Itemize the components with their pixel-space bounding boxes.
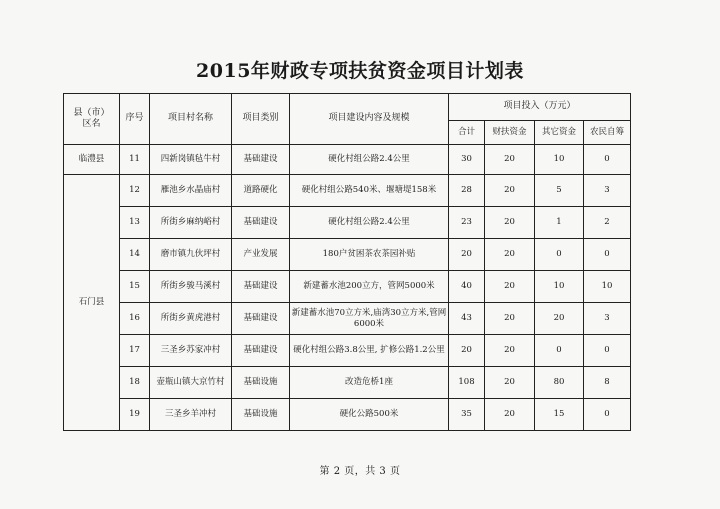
- cell-content: 硬化村组公路540米、堰塘堤158米: [290, 175, 449, 207]
- cell-category: 基础设施: [232, 399, 290, 431]
- cell-other: 0: [535, 239, 584, 271]
- cell-other: 5: [535, 175, 584, 207]
- cell-content: 硬化村组公路3.8公里, 扩修公路1.2公里: [290, 335, 449, 367]
- cell-other: 10: [535, 271, 584, 303]
- header-seq: 序号: [120, 94, 150, 145]
- cell-category: 基础设施: [232, 367, 290, 399]
- cell-fiscal: 20: [485, 175, 535, 207]
- cell-seq: 18: [120, 367, 150, 399]
- page-title: 2015年财政专项扶贫资金项目计划表: [196, 60, 524, 82]
- cell-village: 所街乡麻纳峪村: [150, 207, 232, 239]
- cell-total: 108: [449, 367, 485, 399]
- cell-total: 40: [449, 271, 485, 303]
- header-row: [64, 94, 631, 121]
- table-row: [64, 207, 631, 239]
- cell-village: 壶瓶山镇大京竹村: [150, 367, 232, 399]
- cell-village: 磨市镇九伙坪村: [150, 239, 232, 271]
- cell-other: 1: [535, 207, 584, 239]
- cell-seq: 17: [120, 335, 150, 367]
- cell-seq: 16: [120, 303, 150, 335]
- cell-content: 硬化村组公路2.4公里: [290, 207, 449, 239]
- cell-fiscal: 20: [485, 207, 535, 239]
- cell-fiscal: 20: [485, 367, 535, 399]
- cell-category: 基础建设: [232, 207, 290, 239]
- cell-farmer: 3: [584, 303, 631, 335]
- header-total: 合计: [449, 121, 485, 145]
- cell-category: 基础建设: [232, 303, 290, 335]
- cell-other: 10: [535, 145, 584, 175]
- cell-other: 15: [535, 399, 584, 431]
- cell-other: 0: [535, 335, 584, 367]
- cell-seq: 19: [120, 399, 150, 431]
- cell-village: 三圣乡苏家冲村: [150, 335, 232, 367]
- cell-fiscal: 20: [485, 303, 535, 335]
- cell-seq: 13: [120, 207, 150, 239]
- cell-total: 23: [449, 207, 485, 239]
- cell-village: 所街乡黄虎港村: [150, 303, 232, 335]
- cell-category: 基础建设: [232, 145, 290, 175]
- cell-village: 四新岗镇毡牛村: [150, 145, 232, 175]
- table-row: [64, 367, 631, 399]
- cell-farmer: 0: [584, 399, 631, 431]
- table-row: [64, 239, 631, 271]
- cell-total: 28: [449, 175, 485, 207]
- cell-farmer: 2: [584, 207, 631, 239]
- cell-other: 80: [535, 367, 584, 399]
- cell-fiscal: 20: [485, 145, 535, 175]
- cell-total: 30: [449, 145, 485, 175]
- table-row: [64, 399, 631, 431]
- header-other: 其它资金: [535, 121, 584, 145]
- header-category: 项目类别: [232, 94, 290, 145]
- header-farmer: 农民自筹: [584, 121, 631, 145]
- cell-fiscal: 20: [485, 239, 535, 271]
- cell-content: 180户贫困茶农茶园补贴: [290, 239, 449, 271]
- header-county: [64, 94, 120, 145]
- cell-category: 道路硬化: [232, 175, 290, 207]
- table-row: [64, 303, 631, 335]
- cell-farmer: 0: [584, 239, 631, 271]
- cell-seq: 15: [120, 271, 150, 303]
- table-row: [64, 175, 631, 207]
- cell-category: 产业发展: [232, 239, 290, 271]
- cell-content: 改造危桥1座: [290, 367, 449, 399]
- cell-fiscal: 20: [485, 335, 535, 367]
- cell-total: 20: [449, 239, 485, 271]
- page-footer: 第 2 页，共 3 页: [319, 466, 401, 477]
- header-county-line2: 区名: [82, 119, 101, 129]
- cell-content: 新建蓄水池70立方米,庙湾30立方米,管网6000米: [290, 303, 449, 335]
- cell-village: 三圣乡羊冲村: [150, 399, 232, 431]
- plan-table: [63, 93, 631, 431]
- header-investment: 项目投入（万元）: [449, 94, 631, 121]
- cell-county: 临澧县: [64, 145, 120, 175]
- header-village: 项目村名称: [150, 94, 232, 145]
- cell-total: 35: [449, 399, 485, 431]
- cell-content: 硬化公路500米: [290, 399, 449, 431]
- cell-farmer: 8: [584, 367, 631, 399]
- header-fiscal: 财扶资金: [485, 121, 535, 145]
- cell-farmer: 10: [584, 271, 631, 303]
- cell-farmer: 0: [584, 335, 631, 367]
- cell-category: 基础建设: [232, 271, 290, 303]
- table-row: [64, 145, 631, 175]
- cell-content: 硬化村组公路2.4公里: [290, 145, 449, 175]
- cell-village: 雁池乡水晶庙村: [150, 175, 232, 207]
- header-content: 项目建设内容及规模: [290, 94, 449, 145]
- cell-total: 20: [449, 335, 485, 367]
- cell-category: 基础建设: [232, 335, 290, 367]
- cell-county: 石门县: [64, 175, 120, 431]
- header-county-line1: 县（市）: [73, 107, 110, 118]
- table-row: [64, 271, 631, 303]
- cell-seq: 14: [120, 239, 150, 271]
- cell-other: 20: [535, 303, 584, 335]
- cell-fiscal: 20: [485, 271, 535, 303]
- table-row: [64, 335, 631, 367]
- cell-content: 新建蓄水池200立方，管网5000米: [290, 271, 449, 303]
- cell-village: 所街乡骏马溪村: [150, 271, 232, 303]
- cell-farmer: 3: [584, 175, 631, 207]
- cell-seq: 11: [120, 145, 150, 175]
- cell-seq: 12: [120, 175, 150, 207]
- cell-farmer: 0: [584, 145, 631, 175]
- cell-fiscal: 20: [485, 399, 535, 431]
- cell-total: 43: [449, 303, 485, 335]
